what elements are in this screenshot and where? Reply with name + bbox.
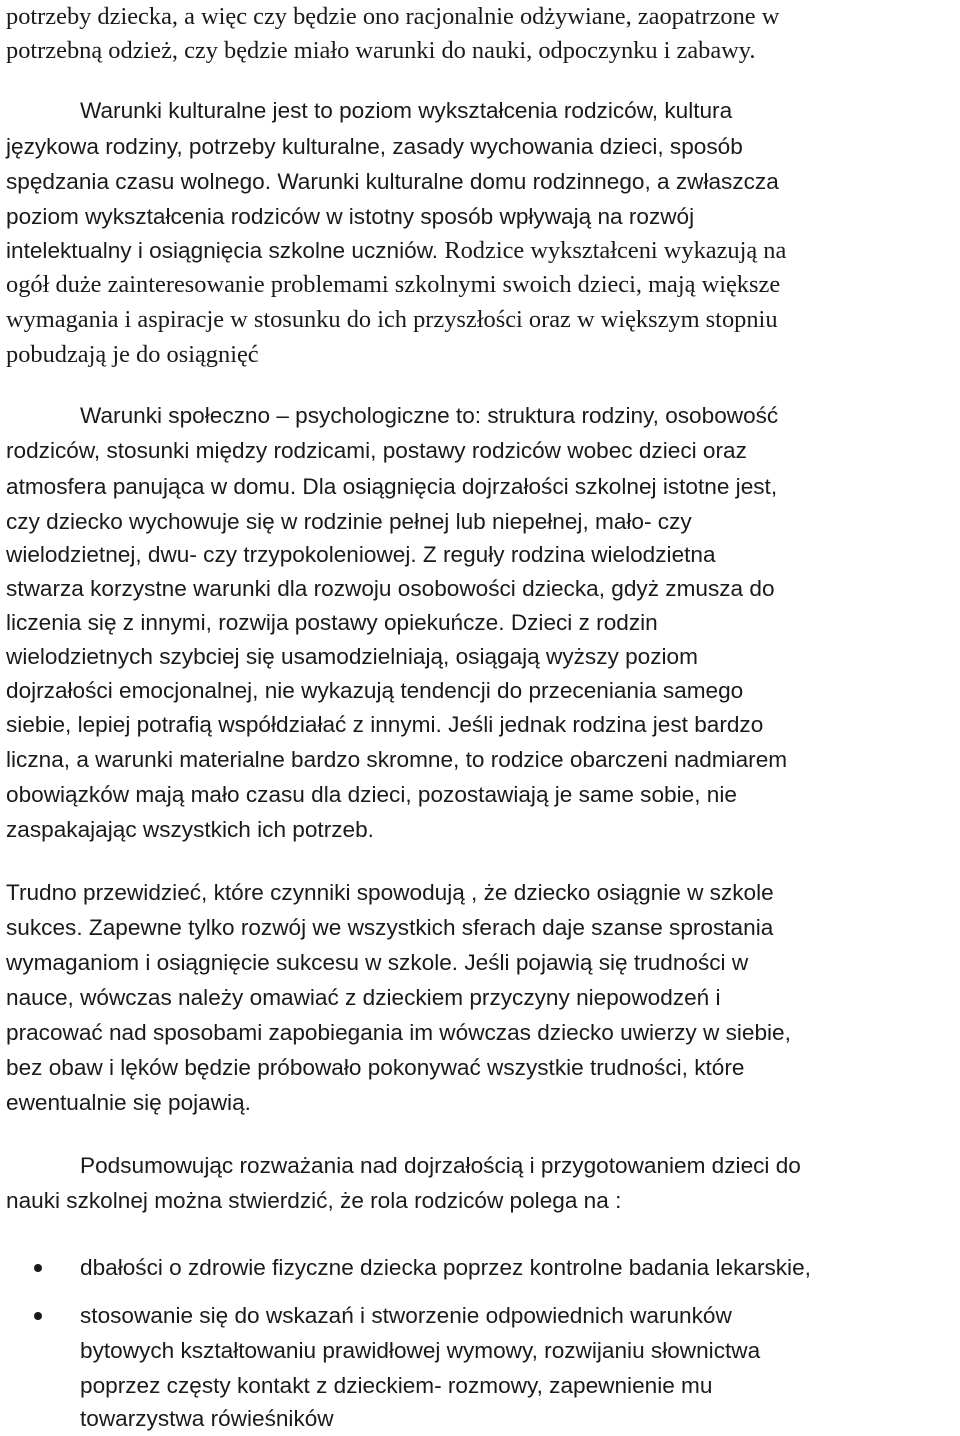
paragraph-line: Trudno przewidzieć, które czynniki spowodują , że dziecko osiągnie w szkole bbox=[6, 880, 774, 905]
sentence: intelektualny i osiągnięcia szkolne uczniów. bbox=[6, 238, 439, 263]
sentence: Warunki kulturalne domu rodzinnego, a zwłaszcza bbox=[277, 169, 779, 194]
sentence: siebie, lepiej potrafią współdziałać z innymi. bbox=[6, 712, 442, 737]
sentence: Rodzice wykształceni wykazują na bbox=[444, 237, 787, 264]
paragraph-line: językowa rodziny, potrzeby kulturalne, zasady wychowania dzieci, sposób bbox=[6, 134, 743, 159]
bullet-icon bbox=[34, 1312, 42, 1320]
paragraph-line: liczna, a warunki materialne bardzo skromne, to rodzice obarczeni nadmiarem bbox=[6, 747, 788, 772]
paragraph-line bbox=[6, 608, 658, 638]
sentence: Z reguły rodzina wielodzietna bbox=[422, 542, 716, 567]
paragraph-line: czy dziecko wychowuje się w rodzinie pełnej lub niepełnej, mało- czy bbox=[6, 509, 692, 534]
paragraph-line: nauki szkolnej można stwierdzić, że rola rodziców polega na : bbox=[6, 1188, 622, 1213]
sentence: Zapewne tylko rozwój we wszystkich sferach daje szanse sprostania bbox=[88, 915, 774, 940]
sentence: wymaganiom i osiągnięcie sukcesu w szkole. bbox=[6, 950, 459, 975]
bullet-icon bbox=[34, 1264, 42, 1272]
paragraph-line: Warunki kulturalne jest to poziom wykształcenia rodziców, kultura bbox=[80, 98, 733, 123]
paragraph-line: dojrzałości emocjonalnej, nie wykazują tendencji do przeceniania samego bbox=[6, 678, 744, 703]
sentence: atmosfera panująca w domu. bbox=[6, 474, 297, 499]
paragraph-line: zaspakajając wszystkich ich potrzeb. bbox=[6, 817, 374, 842]
sentence: Jeśli pojawią się trudności w bbox=[464, 950, 749, 975]
paragraph-line: potrzeby dziecka, a więc czy będzie ono racjonalnie odżywiane, zaopatrzone w bbox=[6, 3, 780, 30]
paragraph-line: pracować nad sposobami zapobiegania im wówczas dziecko uwierzy w siebie, bbox=[6, 1020, 791, 1045]
sentence: Dzieci z rodzin bbox=[510, 610, 658, 635]
paragraph-line bbox=[6, 710, 763, 740]
paragraph-line bbox=[6, 236, 786, 266]
sentence: Dla osiągnięcia dojrzałości szkolnej istotne jest, bbox=[302, 474, 778, 499]
paragraph-line: potrzebną odzież, czy będzie miało warunki do nauki, odpoczynku i zabawy. bbox=[6, 37, 756, 64]
paragraph-line bbox=[6, 167, 779, 197]
paragraph-line: Podsumowując rozważania nad dojrzałością i przygotowaniem dzieci do bbox=[80, 1153, 801, 1178]
paragraph-line bbox=[6, 472, 777, 502]
paragraph-line: nauce, wówczas należy omawiać z dzieckiem przyczyny niepowodzeń i bbox=[6, 985, 721, 1010]
sentence: Jeśli jednak rodzina jest bardzo bbox=[448, 712, 764, 737]
list-item-line: stosowanie się do wskazań i stworzenie odpowiednich warunków bbox=[80, 1303, 732, 1328]
list-item-line: poprzez częsty kontakt z dzieckiem- rozmowy, zapewnienie mu bbox=[80, 1373, 713, 1398]
sentence: spędzania czasu wolnego. bbox=[6, 169, 272, 194]
list-item-line: dbałości o zdrowie fizyczne dziecka poprzez kontrolne badania lekarskie, bbox=[80, 1255, 811, 1280]
paragraph-line: stwarza korzystne warunki dla rozwoju osobowości dziecka, gdyż zmusza do bbox=[6, 576, 775, 601]
paragraph-line: pobudzają je do osiągnięć bbox=[6, 341, 259, 368]
paragraph-line: wymagania i aspiracje w stosunku do ich przyszłości oraz w większym stopniu bbox=[6, 306, 778, 333]
list-item-line: bytowych kształtowaniu prawidłowej wymowy, rozwijaniu słownictwa bbox=[80, 1338, 761, 1363]
paragraph-line: ogół duże zainteresowanie problemami szkolnymi swoich dzieci, mają większe bbox=[6, 271, 781, 298]
paragraph-line: Warunki społeczno – psychologiczne to: struktura rodziny, osobowość bbox=[80, 403, 779, 428]
list-item-line: towarzystwa rówieśników bbox=[80, 1406, 334, 1431]
paragraph-line: wielodzietnych szybciej się usamodzielniają, osiągają wyższy poziom bbox=[6, 644, 698, 669]
paragraph-line bbox=[6, 540, 716, 570]
paragraph-line: poziom wykształcenia rodziców w istotny sposób wpływają na rozwój bbox=[6, 204, 695, 229]
paragraph-line: bez obaw i lęków będzie próbowało pokonywać wszystkie trudności, które bbox=[6, 1055, 745, 1080]
sentence: liczenia się z innymi, rozwija postawy opiekuńcze. bbox=[6, 610, 505, 635]
sentence: sukces. bbox=[6, 915, 83, 940]
sentence: wielodzietnej, dwu- czy trzypokoleniowej. bbox=[6, 542, 417, 567]
paragraph-line: ewentualnie się pojawią. bbox=[6, 1090, 251, 1115]
paragraph-line bbox=[6, 913, 773, 943]
paragraph-line: obowiązków mają mało czasu dla dzieci, pozostawiają je same sobie, nie bbox=[6, 782, 737, 807]
paragraph-line bbox=[6, 948, 748, 978]
paragraph-line: rodziców, stosunki między rodzicami, postawy rodziców wobec dzieci oraz bbox=[6, 438, 747, 463]
